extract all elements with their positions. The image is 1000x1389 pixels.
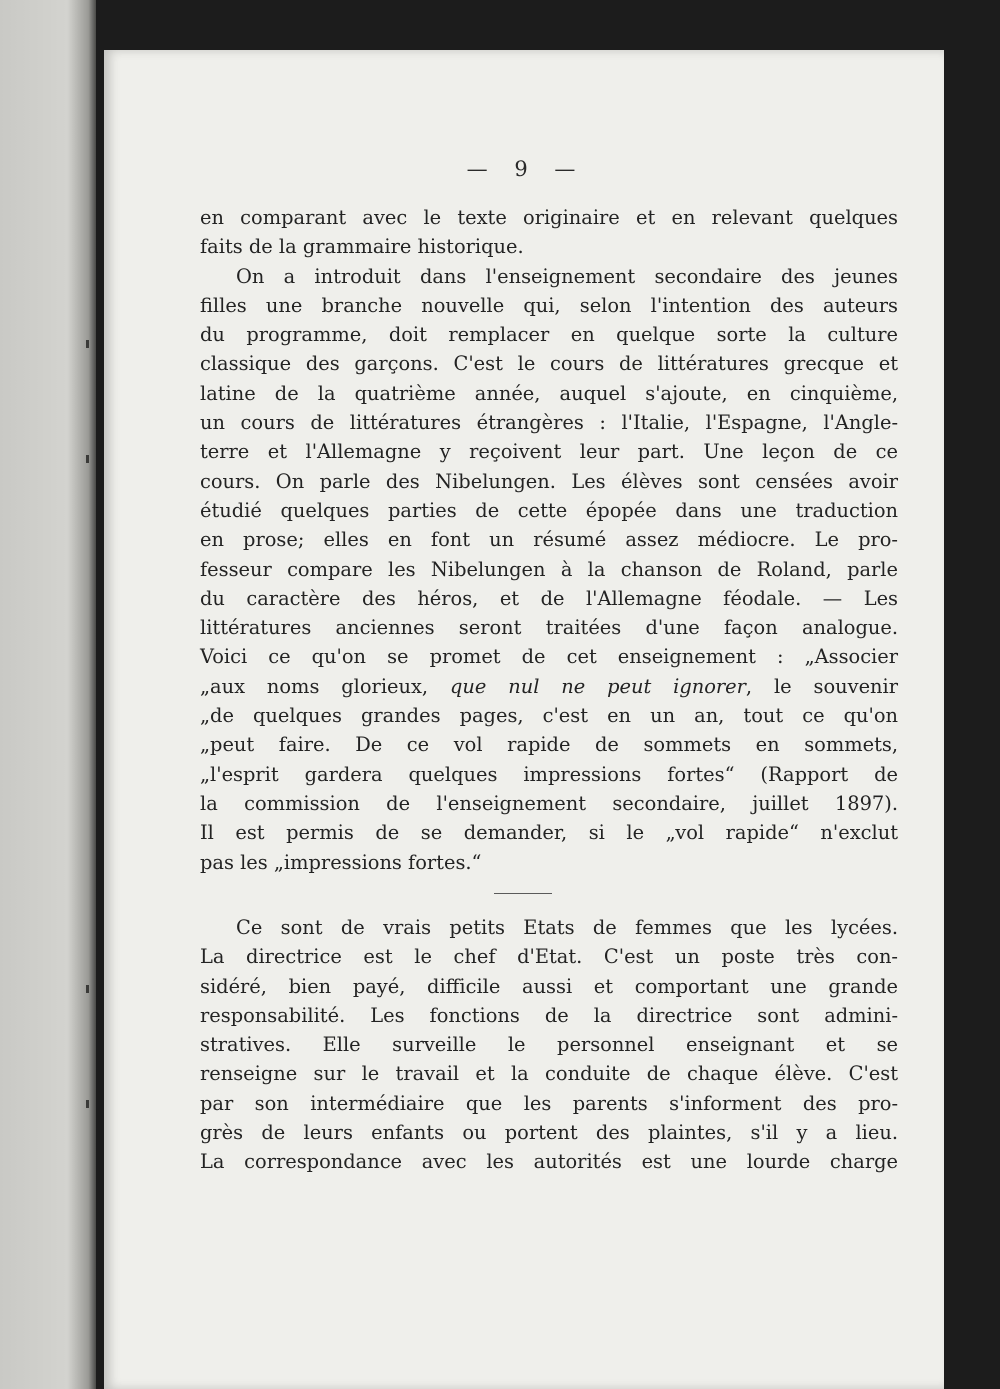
text-block-upper [200, 203, 898, 877]
text-line: La correspondance avec les autorités est une lourde charge [200, 1150, 898, 1174]
text-line: Il est permis de se demander, si le „vol rapide“ n'exclut [200, 821, 898, 845]
text-line: cours. On parle des Nibelungen. Les élèves sont censées avoir [200, 469, 898, 493]
binding-edge [0, 0, 96, 1389]
text-line: „peut faire. De ce vol rapide de sommets en sommets, [200, 733, 898, 757]
text-line: sidéré, bien payé, difficile aussi et comportant une grande [200, 974, 898, 998]
binding-mark [86, 340, 89, 348]
text-line: étudié quelques parties de cette épopée dans une traduction [200, 498, 898, 522]
text-line: terre et l'Allemagne y reçoivent leur part. Une leçon de ce [200, 440, 898, 464]
text-block-lower [200, 913, 898, 1177]
book-page [104, 50, 944, 1389]
binding-mark [86, 985, 89, 993]
text-line: fesseur compare les Nibelungen à la chanson de Roland, parle [200, 557, 898, 581]
text-line: un cours de littératures étrangères : l'Italie, l'Espagne, l'Angle- [200, 411, 898, 435]
text-line: latine de la quatrième année, auquel s'ajoute, en cinquième, [200, 381, 898, 405]
text-line: par son intermédiaire que les parents s'informent des pro- [200, 1091, 898, 1115]
text-line: en comparant avec le texte originaire et en relevant quelques [200, 206, 898, 229]
text-line: grès de leurs enfants ou portent des plaintes, s'il y a lieu. [200, 1121, 898, 1145]
italic-quote: que nul ne peut ignorer [449, 674, 746, 698]
text-line: „l'esprit gardera quelques impressions fortes“ (Rapport de [200, 762, 898, 786]
text-line: du programme, doit remplacer en quelque sorte la culture [200, 323, 898, 347]
text-line: la commission de l'enseignement secondaire, juillet 1897). [200, 791, 898, 815]
text-fragment: „aux noms glorieux, [200, 674, 450, 698]
text-line: stratives. Elle surveille le personnel enseignant et se [200, 1033, 898, 1057]
text-line: On a introduit dans l'enseignement secondaire des jeunes [236, 264, 898, 288]
text-line: classique des garçons. C'est le cours de littératures grecque et [200, 352, 898, 376]
page-number: — 9 — [466, 157, 582, 181]
text-line: renseigne sur le travail et la conduite de chaque élève. C'est [200, 1062, 898, 1086]
text-fragment: , le souvenir [745, 674, 898, 698]
text-line: Ce sont de vrais petits Etats de femmes que les lycées. [236, 916, 898, 939]
text-line: filles une branche nouvelle qui, selon l'intention des auteurs [200, 293, 898, 317]
section-divider [494, 893, 552, 894]
text-line: „de quelques grandes pages, c'est en un an, tout ce qu'on [200, 704, 898, 728]
binding-mark [86, 1100, 89, 1108]
text-line: responsabilité. Les fonctions de la directrice sont admini- [200, 1003, 898, 1027]
text-line: faits de la grammaire historique. [200, 235, 524, 259]
text-line: littératures anciennes seront traitées d'une façon analogue. [200, 616, 898, 640]
text-line: La directrice est le chef d'Etat. C'est un poste très con- [200, 945, 898, 969]
text-line: Voici ce qu'on se promet de cet enseignement : „Associer [200, 645, 898, 669]
text-line: du caractère des héros, et de l'Allemagne féodale. — Les [200, 586, 898, 610]
text-line: en prose; elles en font un résumé assez médiocre. Le pro- [200, 528, 898, 552]
binding-mark [86, 455, 89, 463]
text-line: pas les „impressions fortes.“ [200, 850, 482, 874]
text-line-with-italic [200, 672, 898, 701]
